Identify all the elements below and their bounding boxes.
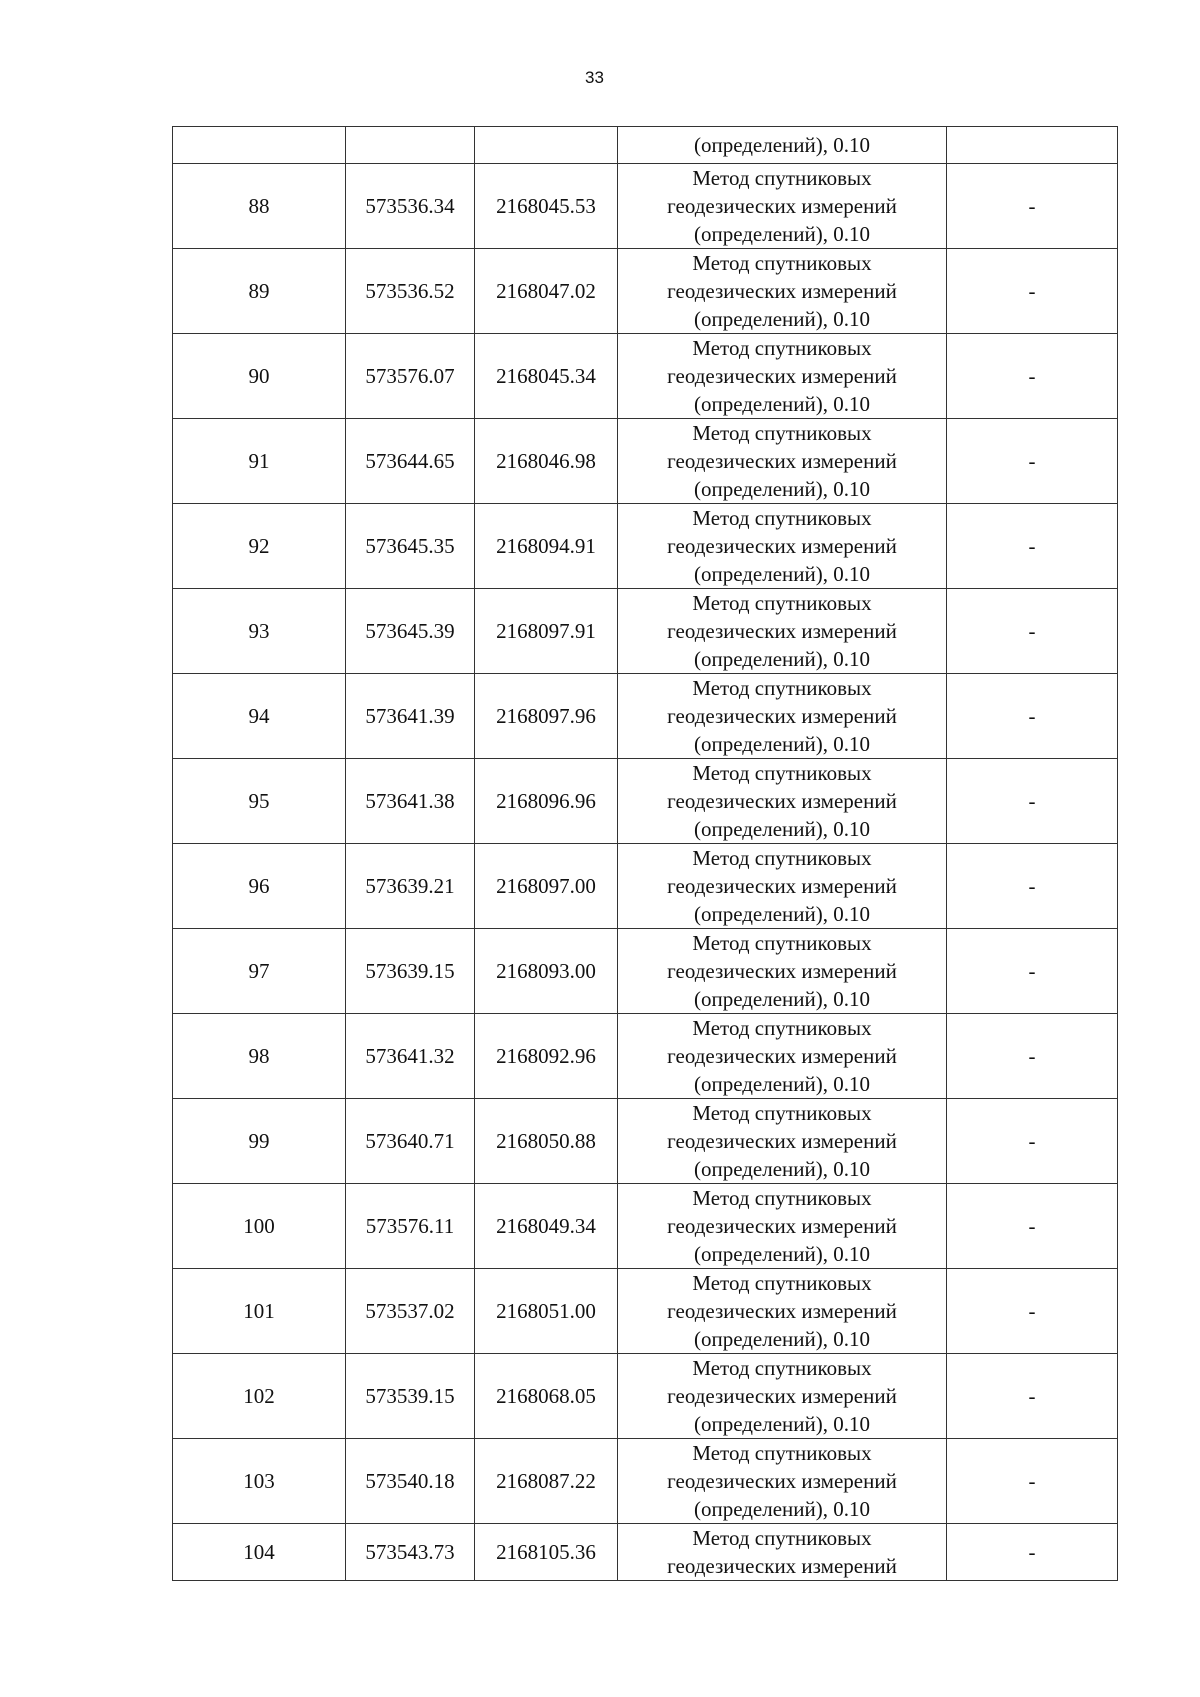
x-coordinate-cell: 573539.15 bbox=[346, 1354, 475, 1439]
description-cell: - bbox=[947, 164, 1118, 249]
table-row bbox=[173, 759, 1118, 844]
method-line: (определений), 0.10 bbox=[693, 477, 871, 501]
method-line: Метод спутниковых bbox=[692, 1526, 872, 1550]
description-cell: - bbox=[947, 1524, 1118, 1581]
x-coordinate-cell: 573640.71 bbox=[346, 1099, 475, 1184]
method-line: (определений), 0.10 bbox=[693, 647, 871, 671]
method-line: Метод спутниковых bbox=[692, 1441, 872, 1465]
point-number-cell: 97 bbox=[173, 929, 346, 1014]
method-line: (определений), 0.10 bbox=[693, 222, 871, 246]
method-line: Метод спутниковых bbox=[692, 676, 872, 700]
method-line: Метод спутниковых bbox=[692, 1101, 872, 1125]
method-cell bbox=[618, 504, 947, 589]
table-row bbox=[173, 674, 1118, 759]
y-coordinate-cell: 2168050.88 bbox=[475, 1099, 618, 1184]
method-cell bbox=[618, 419, 947, 504]
description-cell: - bbox=[947, 759, 1118, 844]
table-row bbox=[173, 164, 1118, 249]
method-line: (определений), 0.10 bbox=[693, 562, 871, 586]
table-row bbox=[173, 419, 1118, 504]
method-line: геодезических измерений bbox=[667, 364, 897, 388]
y-coordinate-cell bbox=[475, 127, 618, 164]
description-cell: - bbox=[947, 504, 1118, 589]
y-coordinate-cell: 2168097.96 bbox=[475, 674, 618, 759]
table-row bbox=[173, 334, 1118, 419]
method-line: Метод спутниковых bbox=[692, 251, 872, 275]
method-line: Метод спутниковых bbox=[692, 506, 872, 530]
method-line: геодезических измерений bbox=[667, 449, 897, 473]
method-line: Метод спутниковых bbox=[692, 166, 872, 190]
method-cell bbox=[618, 127, 947, 164]
method-line: геодезических измерений bbox=[667, 534, 897, 558]
method-cell bbox=[618, 759, 947, 844]
description-cell: - bbox=[947, 674, 1118, 759]
method-line: геодезических измерений bbox=[667, 1384, 897, 1408]
point-number-cell: 101 bbox=[173, 1269, 346, 1354]
description-cell: - bbox=[947, 334, 1118, 419]
description-cell: - bbox=[947, 1184, 1118, 1269]
y-coordinate-cell: 2168094.91 bbox=[475, 504, 618, 589]
point-number-cell: 95 bbox=[173, 759, 346, 844]
method-line: геодезических измерений bbox=[667, 874, 897, 898]
method-line: Метод спутниковых bbox=[692, 1016, 872, 1040]
method-line: геодезических измерений bbox=[667, 619, 897, 643]
method-cell bbox=[618, 1269, 947, 1354]
point-number-cell: 91 bbox=[173, 419, 346, 504]
method-cell bbox=[618, 1524, 947, 1581]
table-row bbox=[173, 929, 1118, 1014]
method-line: геодезических измерений bbox=[667, 194, 897, 218]
method-cell bbox=[618, 1014, 947, 1099]
method-cell bbox=[618, 1184, 947, 1269]
y-coordinate-cell: 2168087.22 bbox=[475, 1439, 618, 1524]
method-line: геодезических измерений bbox=[667, 1129, 897, 1153]
method-line: (определений), 0.10 bbox=[693, 1497, 871, 1521]
x-coordinate-cell: 573639.15 bbox=[346, 929, 475, 1014]
method-line: Метод спутниковых bbox=[692, 1186, 872, 1210]
y-coordinate-cell: 2168093.00 bbox=[475, 929, 618, 1014]
method-line: геодезических измерений bbox=[667, 704, 897, 728]
description-cell: - bbox=[947, 1099, 1118, 1184]
y-coordinate-cell: 2168045.53 bbox=[475, 164, 618, 249]
point-number-cell: 89 bbox=[173, 249, 346, 334]
description-cell: - bbox=[947, 1354, 1118, 1439]
point-number-cell: 104 bbox=[173, 1524, 346, 1581]
method-cell bbox=[618, 249, 947, 334]
description-cell bbox=[947, 127, 1118, 164]
description-cell: - bbox=[947, 844, 1118, 929]
y-coordinate-cell: 2168068.05 bbox=[475, 1354, 618, 1439]
x-coordinate-cell: 573536.52 bbox=[346, 249, 475, 334]
point-number-cell: 90 bbox=[173, 334, 346, 419]
y-coordinate-cell: 2168096.96 bbox=[475, 759, 618, 844]
x-coordinate-cell: 573576.07 bbox=[346, 334, 475, 419]
point-number-cell: 98 bbox=[173, 1014, 346, 1099]
x-coordinate-cell: 573644.65 bbox=[346, 419, 475, 504]
x-coordinate-cell: 573639.21 bbox=[346, 844, 475, 929]
method-line: Метод спутниковых bbox=[692, 846, 872, 870]
table-row bbox=[173, 249, 1118, 334]
description-cell: - bbox=[947, 249, 1118, 334]
y-coordinate-cell: 2168097.91 bbox=[475, 589, 618, 674]
coordinates-table-body bbox=[173, 127, 1118, 1581]
point-number-cell: 93 bbox=[173, 589, 346, 674]
table-row bbox=[173, 844, 1118, 929]
method-line: Метод спутниковых bbox=[692, 336, 872, 360]
method-line: (определений), 0.10 bbox=[693, 392, 871, 416]
description-cell: - bbox=[947, 1269, 1118, 1354]
method-line: (определений), 0.10 bbox=[693, 133, 871, 157]
method-line: геодезических измерений bbox=[667, 1554, 897, 1578]
table-row bbox=[173, 589, 1118, 674]
method-line: (определений), 0.10 bbox=[693, 902, 871, 926]
table-row bbox=[173, 127, 1118, 164]
point-number-cell: 103 bbox=[173, 1439, 346, 1524]
x-coordinate-cell: 573576.11 bbox=[346, 1184, 475, 1269]
description-cell: - bbox=[947, 929, 1118, 1014]
method-line: Метод спутниковых bbox=[692, 1271, 872, 1295]
y-coordinate-cell: 2168049.34 bbox=[475, 1184, 618, 1269]
x-coordinate-cell bbox=[346, 127, 475, 164]
y-coordinate-cell: 2168092.96 bbox=[475, 1014, 618, 1099]
table-row bbox=[173, 1269, 1118, 1354]
point-number-cell: 88 bbox=[173, 164, 346, 249]
point-number-cell: 92 bbox=[173, 504, 346, 589]
y-coordinate-cell: 2168051.00 bbox=[475, 1269, 618, 1354]
method-cell bbox=[618, 1099, 947, 1184]
description-cell: - bbox=[947, 419, 1118, 504]
y-coordinate-cell: 2168047.02 bbox=[475, 249, 618, 334]
table-row bbox=[173, 1439, 1118, 1524]
y-coordinate-cell: 2168046.98 bbox=[475, 419, 618, 504]
point-number-cell: 94 bbox=[173, 674, 346, 759]
x-coordinate-cell: 573641.38 bbox=[346, 759, 475, 844]
method-line: (определений), 0.10 bbox=[693, 1072, 871, 1096]
method-line: (определений), 0.10 bbox=[693, 987, 871, 1011]
x-coordinate-cell: 573645.35 bbox=[346, 504, 475, 589]
point-number-cell bbox=[173, 127, 346, 164]
method-line: геодезических измерений bbox=[667, 959, 897, 983]
y-coordinate-cell: 2168105.36 bbox=[475, 1524, 618, 1581]
point-number-cell: 100 bbox=[173, 1184, 346, 1269]
table-row bbox=[173, 1184, 1118, 1269]
method-line: Метод спутниковых bbox=[692, 1356, 872, 1380]
point-number-cell: 102 bbox=[173, 1354, 346, 1439]
method-line: геодезических измерений bbox=[667, 279, 897, 303]
point-number-cell: 99 bbox=[173, 1099, 346, 1184]
method-cell bbox=[618, 674, 947, 759]
method-line: геодезических измерений bbox=[667, 1044, 897, 1068]
table-row bbox=[173, 1099, 1118, 1184]
method-line: геодезических измерений bbox=[667, 1214, 897, 1238]
x-coordinate-cell: 573641.32 bbox=[346, 1014, 475, 1099]
method-line: Метод спутниковых bbox=[692, 931, 872, 955]
table-row bbox=[173, 504, 1118, 589]
x-coordinate-cell: 573645.39 bbox=[346, 589, 475, 674]
y-coordinate-cell: 2168045.34 bbox=[475, 334, 618, 419]
table-row bbox=[173, 1354, 1118, 1439]
method-line: Метод спутниковых bbox=[692, 591, 872, 615]
x-coordinate-cell: 573536.34 bbox=[346, 164, 475, 249]
method-line: геодезических измерений bbox=[667, 1469, 897, 1493]
point-number-cell: 96 bbox=[173, 844, 346, 929]
description-cell: - bbox=[947, 1014, 1118, 1099]
x-coordinate-cell: 573543.73 bbox=[346, 1524, 475, 1581]
method-cell bbox=[618, 164, 947, 249]
table-row bbox=[173, 1524, 1118, 1581]
method-line: (определений), 0.10 bbox=[693, 1412, 871, 1436]
method-line: (определений), 0.10 bbox=[693, 1157, 871, 1181]
method-cell bbox=[618, 589, 947, 674]
y-coordinate-cell: 2168097.00 bbox=[475, 844, 618, 929]
method-cell bbox=[618, 334, 947, 419]
page-number: 33 bbox=[585, 68, 604, 87]
method-cell bbox=[618, 844, 947, 929]
method-line: геодезических измерений bbox=[667, 789, 897, 813]
x-coordinate-cell: 573537.02 bbox=[346, 1269, 475, 1354]
x-coordinate-cell: 573540.18 bbox=[346, 1439, 475, 1524]
method-cell bbox=[618, 1354, 947, 1439]
method-cell bbox=[618, 929, 947, 1014]
method-line: (определений), 0.10 bbox=[693, 817, 871, 841]
description-cell: - bbox=[947, 1439, 1118, 1524]
table-row bbox=[173, 1014, 1118, 1099]
method-line: (определений), 0.10 bbox=[693, 732, 871, 756]
method-cell bbox=[618, 1439, 947, 1524]
method-line: Метод спутниковых bbox=[692, 761, 872, 785]
coordinates-table bbox=[172, 126, 1118, 1581]
method-line: Метод спутниковых bbox=[692, 421, 872, 445]
method-line: (определений), 0.10 bbox=[693, 1242, 871, 1266]
method-line: геодезических измерений bbox=[667, 1299, 897, 1323]
method-line: (определений), 0.10 bbox=[693, 307, 871, 331]
description-cell: - bbox=[947, 589, 1118, 674]
method-line: (определений), 0.10 bbox=[693, 1327, 871, 1351]
x-coordinate-cell: 573641.39 bbox=[346, 674, 475, 759]
